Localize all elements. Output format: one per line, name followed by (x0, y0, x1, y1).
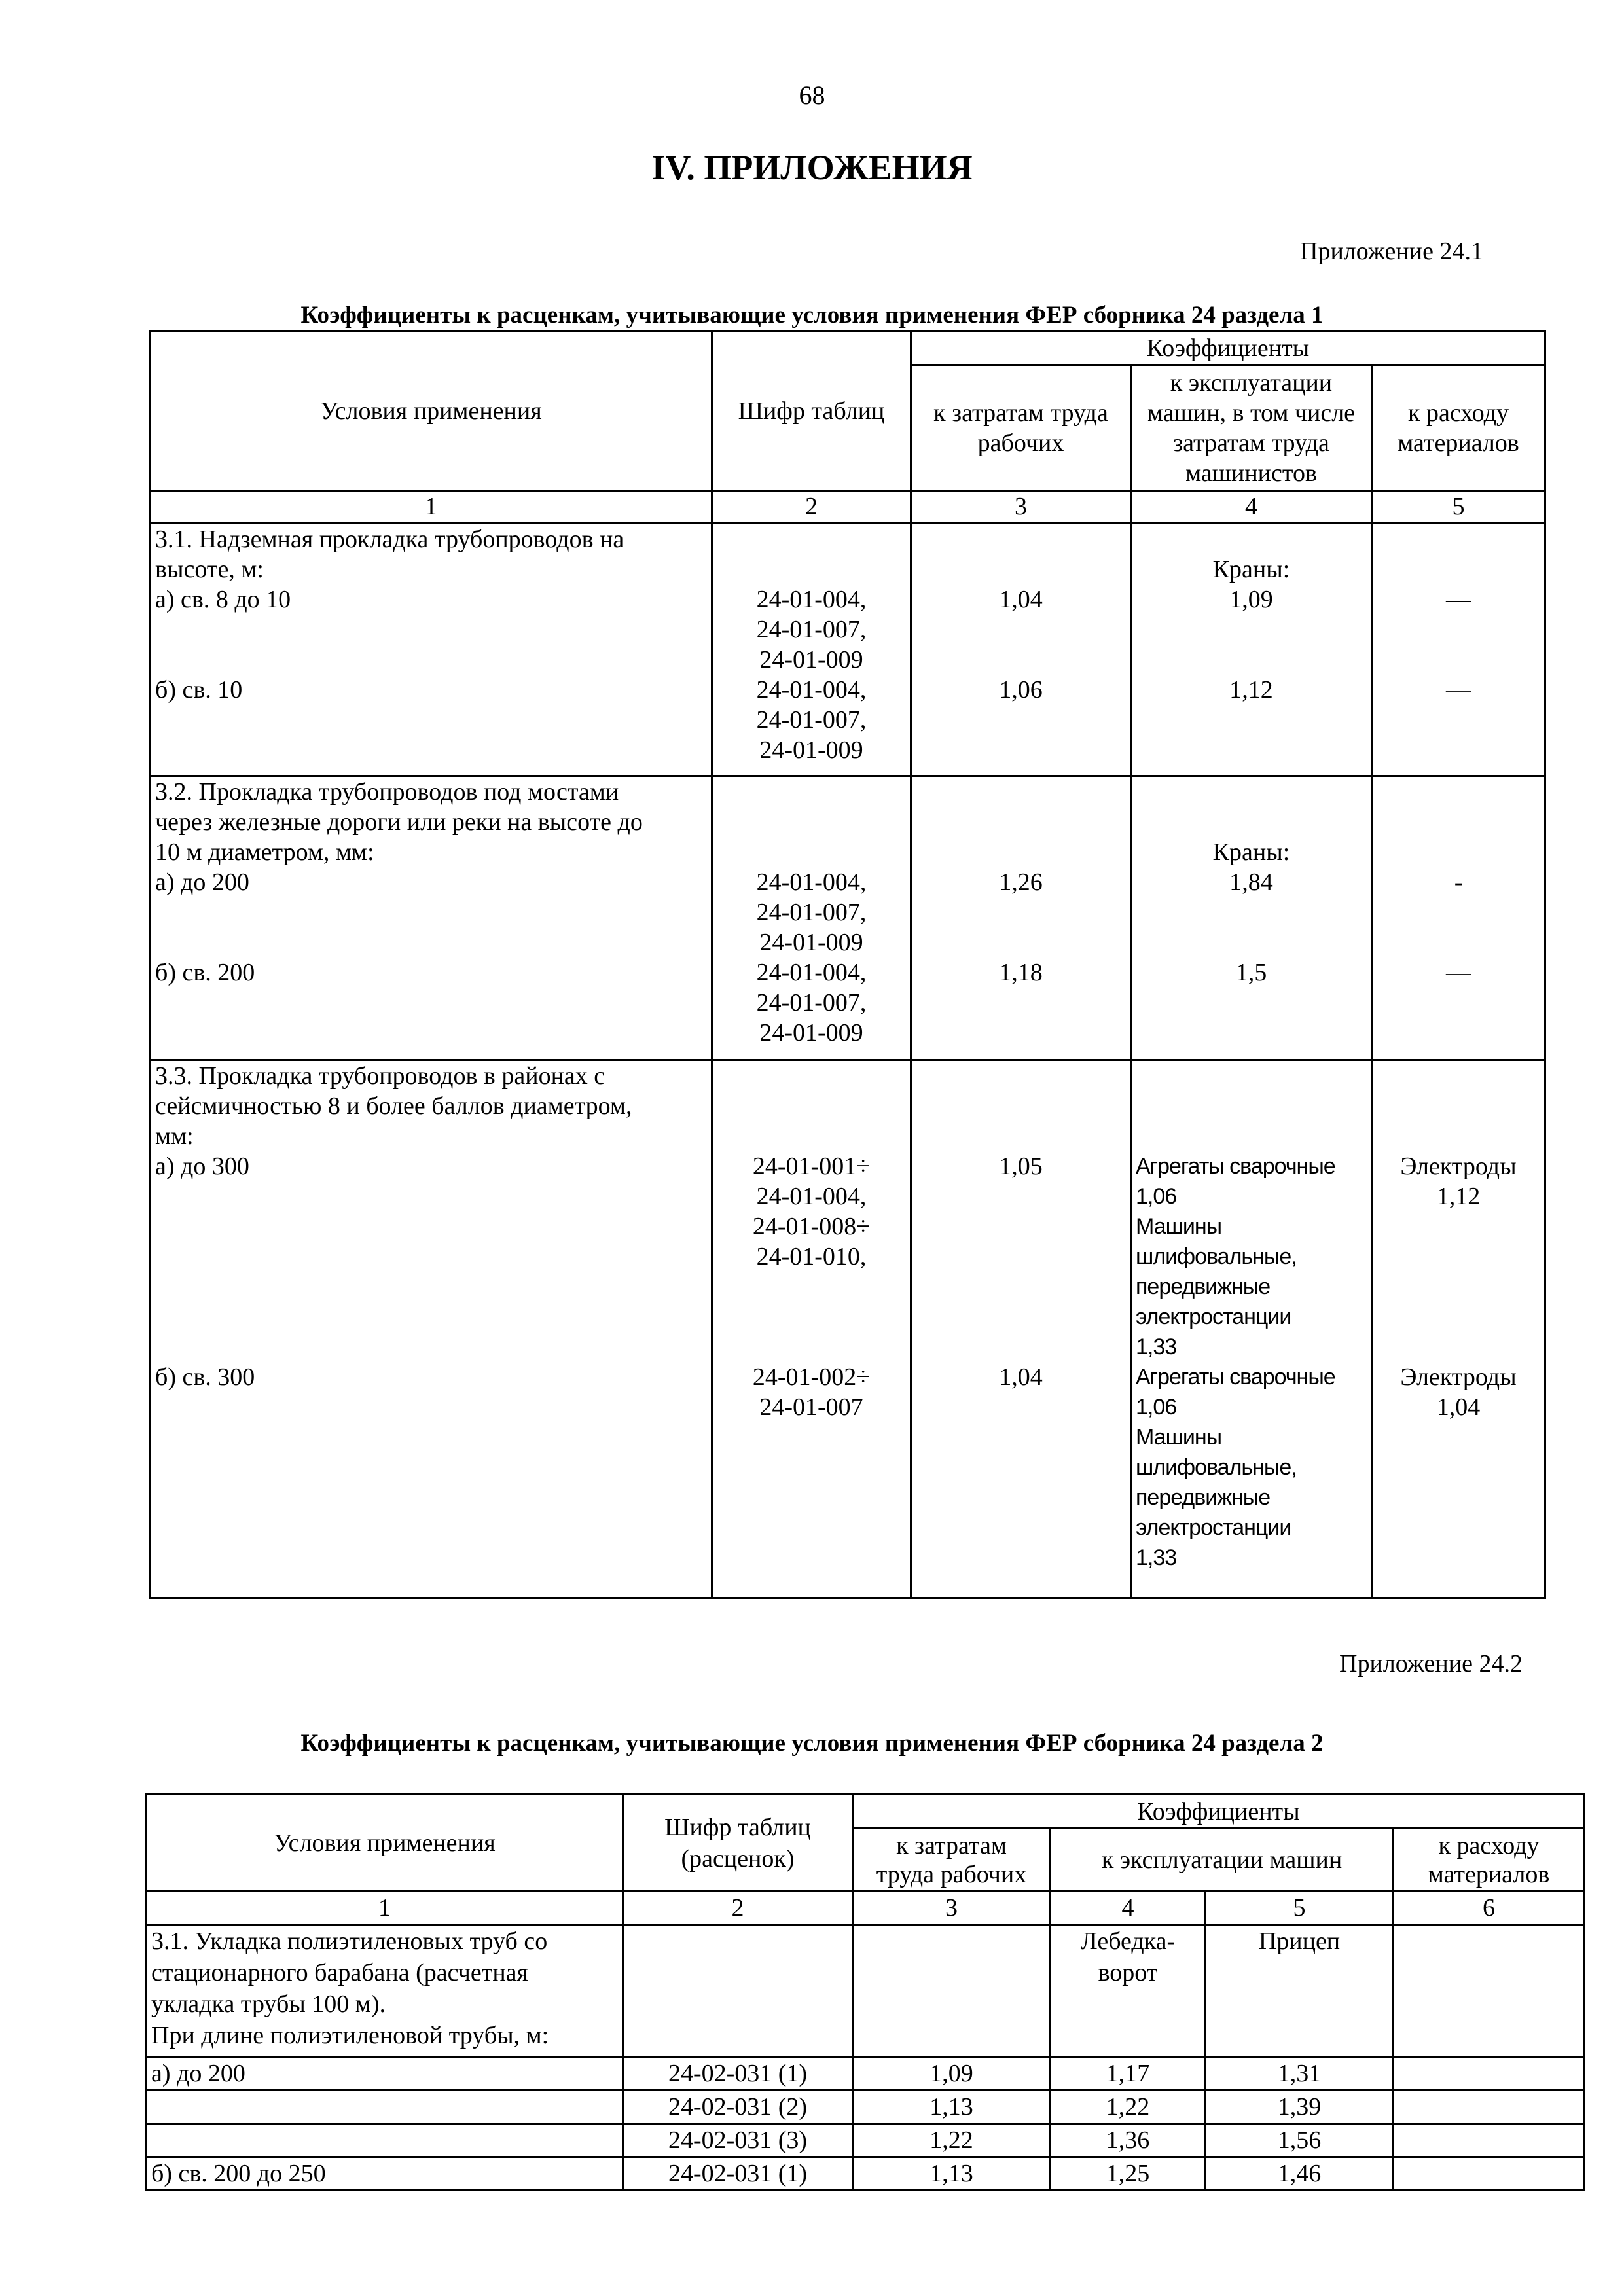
text-line: 24-01-004, (756, 586, 867, 613)
header-machines (1131, 365, 1372, 491)
text-line (717, 554, 906, 584)
text-line: материалов (1398, 429, 1519, 457)
text-line (155, 645, 707, 675)
text-line: 24-01-009 (759, 929, 863, 956)
header-materials (1394, 1829, 1585, 1892)
cell-machine-trailer: 1,31 (1206, 2057, 1394, 2090)
text-line: 1,12 (1229, 676, 1273, 704)
text-line: а) до 200 (155, 869, 249, 896)
cell-materials (1394, 2157, 1585, 2191)
cell-materials (1372, 776, 1545, 1060)
text-line: — (1446, 586, 1471, 613)
text-line: передвижные (1136, 1485, 1271, 1510)
cell-materials (1372, 1060, 1545, 1598)
text-line: мм: (155, 1122, 194, 1150)
text-line (717, 1121, 906, 1151)
text-line: труда рабочих (876, 1860, 1027, 1888)
text-line (916, 1181, 1126, 1211)
text-line (1377, 1242, 1540, 1272)
text-line (155, 1302, 707, 1332)
text-line (916, 1211, 1126, 1242)
text-line: 1,05 (999, 1153, 1043, 1180)
cell-machine-winch: 1,22 (1051, 2090, 1206, 2124)
text-line (1377, 1272, 1540, 1302)
header-machines: к эксплуатации машин (1051, 1829, 1394, 1892)
text-line (1377, 554, 1540, 584)
text-line (1377, 837, 1540, 867)
cell-labor: 1,13 (853, 2157, 1051, 2191)
text-line (1136, 615, 1367, 645)
cell-machine-winch (1051, 1925, 1206, 2057)
header-cipher: Шифр таблиц (712, 331, 911, 491)
text-line: а) св. 8 до 10 (155, 586, 291, 613)
cell-materials (1394, 2090, 1585, 2124)
cell-labor (853, 1925, 1051, 2057)
text-line: а) до 300 (155, 1153, 249, 1180)
text-line: 24-01-007, (756, 899, 867, 926)
cell-cipher: 24-02-031 (2) (623, 2090, 853, 2124)
appendix-label-24-1: Приложение 24.1 (1300, 238, 1483, 265)
text-line: 24-01-010, (756, 1243, 867, 1270)
header-conditions: Условия применения (151, 331, 712, 491)
cell-machines (1131, 1060, 1372, 1598)
text-line: 24-01-009 (759, 736, 863, 764)
text-line (717, 1272, 906, 1302)
table-row (151, 524, 1545, 776)
text-line (916, 1121, 1126, 1151)
cell-conditions: б) св. 200 до 250 (147, 2157, 623, 2191)
cell-labor (911, 1060, 1131, 1598)
cell-conditions: а) до 200 (147, 2057, 623, 2090)
text-line (1136, 645, 1367, 675)
text-line: к эксплуатации (1170, 368, 1333, 397)
text-line: материалов (1428, 1860, 1550, 1888)
text-line: машинистов (1185, 459, 1317, 487)
text-line (155, 1272, 707, 1302)
text-line: 3.2. Прокладка трубопроводов под мостами (155, 778, 619, 806)
text-line (717, 807, 906, 837)
text-line: укладка трубы 100 м). (151, 1990, 386, 2018)
cell-cipher: 24-02-031 (3) (623, 2124, 853, 2157)
text-line: 24-01-002÷ (752, 1363, 871, 1391)
text-line: шлифовальные, (1136, 1244, 1297, 1269)
text-line (916, 1061, 1126, 1091)
text-line: к затратам труда (933, 399, 1108, 427)
text-line: Шифр таблиц (664, 1813, 811, 1841)
column-number: 4 (1131, 491, 1372, 524)
text-line (916, 777, 1126, 807)
text-line: При длине полиэтиленовой трубы, м: (151, 2022, 549, 2049)
text-line: б) св. 200 (155, 959, 255, 986)
text-line: 24-01-007, (756, 616, 867, 643)
cell-conditions (151, 524, 712, 776)
text-line: 24-01-004, (756, 1183, 867, 1210)
column-number: 2 (623, 1892, 853, 1925)
cell-conditions (147, 1925, 623, 2057)
text-line: 24-01-009 (759, 646, 863, 673)
table-row (147, 2057, 1585, 2090)
text-line: ворот (1098, 1959, 1158, 1986)
text-line: 1,06 (1136, 1184, 1177, 1209)
text-line: затратам труда (1173, 429, 1329, 457)
text-line (916, 615, 1126, 645)
text-line: шлифовальные, (1136, 1455, 1297, 1480)
text-line: б) св. 300 (155, 1363, 255, 1391)
text-line: - (1454, 869, 1463, 896)
table-row (151, 1060, 1545, 1598)
text-line: Агрегаты сварочные (1136, 1365, 1335, 1390)
text-line: электростанции (1136, 1304, 1291, 1329)
text-line (155, 1242, 707, 1272)
text-line (1377, 615, 1540, 645)
text-line (1377, 1121, 1540, 1151)
cell-machines (1131, 524, 1372, 776)
column-number: 3 (911, 491, 1131, 524)
table-row (147, 2124, 1585, 2157)
header-materials (1372, 365, 1545, 491)
coefficients-table-section-1 (149, 330, 1546, 1599)
header-labor (853, 1829, 1051, 1892)
text-line: Краны: (1212, 556, 1290, 583)
text-line (916, 927, 1126, 958)
column-number: 3 (853, 1892, 1051, 1925)
text-line (916, 1242, 1126, 1272)
cell-machine-winch: 1,17 (1051, 2057, 1206, 2090)
table-caption-24-1: Коэффициенты к расценкам, учитывающие условия применения ФЕР сборника 24 раздела 1 (300, 302, 1324, 329)
text-line: 1,33 (1136, 1545, 1177, 1570)
text-line: к расходу (1408, 399, 1509, 427)
cell-conditions (147, 2090, 623, 2124)
text-line: к расходу (1438, 1831, 1540, 1859)
cell-conditions (151, 776, 712, 1060)
text-line: Лебедка- (1080, 1928, 1176, 1955)
column-number: 5 (1372, 491, 1545, 524)
cell-machine-trailer: 1,39 (1206, 2090, 1394, 2124)
text-line (916, 1302, 1126, 1332)
text-line: 1,5 (1235, 959, 1267, 986)
page-title: IV. ПРИЛОЖЕНИЯ (651, 148, 973, 187)
text-line: (расценок) (681, 1844, 795, 1873)
text-line (717, 837, 906, 867)
text-line (155, 615, 707, 645)
header-coefficients: Коэффициенты (911, 331, 1545, 365)
text-line: Краны: (1212, 838, 1290, 866)
table-caption-24-2: Коэффициенты к расценкам, учитывающие условия применения ФЕР сборника 24 раздела 2 (300, 1730, 1324, 1757)
text-line (916, 1091, 1126, 1121)
column-number: 5 (1206, 1892, 1394, 1925)
text-line: через железные дороги или реки на высоте до (155, 808, 643, 836)
cell-machines (1131, 776, 1372, 1060)
header-labor (911, 365, 1131, 491)
coefficients-table-section-2 (145, 1793, 1585, 2191)
text-line: 1,04 (1436, 1393, 1481, 1421)
text-line: 24-01-004, (756, 959, 867, 986)
text-line (1136, 1091, 1367, 1121)
text-line (916, 807, 1126, 837)
text-line: 3.1. Надземная прокладка трубопроводов на (155, 526, 624, 553)
text-line (717, 1302, 906, 1332)
text-line (717, 1061, 906, 1091)
text-line (916, 1272, 1126, 1302)
header-cipher (623, 1795, 853, 1892)
text-line (1377, 807, 1540, 837)
cell-materials (1372, 524, 1545, 776)
cell-cipher (712, 776, 911, 1060)
text-line (1136, 807, 1367, 837)
text-line (1377, 524, 1540, 554)
text-line (1377, 1332, 1540, 1362)
column-number: 1 (147, 1892, 623, 1925)
text-line: 1,18 (999, 959, 1043, 986)
text-line (916, 645, 1126, 675)
text-line: 1,06 (1136, 1395, 1177, 1420)
text-line: Машины (1136, 1214, 1222, 1239)
text-line: 24-01-008÷ (752, 1213, 871, 1240)
text-line: — (1446, 959, 1471, 986)
text-line: 24-01-001÷ (752, 1153, 871, 1180)
cell-materials (1394, 1925, 1585, 2057)
cell-cipher (623, 1925, 853, 2057)
table-row (147, 1925, 1585, 2057)
text-line (155, 1332, 707, 1362)
header-coefficients: Коэффициенты (853, 1795, 1585, 1829)
page-number: 68 (799, 81, 825, 110)
cell-cipher (712, 524, 911, 776)
cell-conditions (151, 1060, 712, 1598)
text-line: высоте, м: (155, 556, 264, 583)
text-line: Электроды (1400, 1363, 1517, 1391)
text-line (717, 1091, 906, 1121)
text-line: передвижные (1136, 1274, 1271, 1299)
header-conditions: Условия применения (147, 1795, 623, 1892)
text-line (717, 524, 906, 554)
cell-machine-winch: 1,25 (1051, 2157, 1206, 2191)
text-line (916, 524, 1126, 554)
text-line (1136, 1121, 1367, 1151)
text-line: б) св. 10 (155, 676, 243, 704)
cell-labor: 1,09 (853, 2057, 1051, 2090)
text-line (1136, 927, 1367, 958)
text-line: 1,06 (999, 676, 1043, 704)
text-line (1136, 524, 1367, 554)
column-number: 1 (151, 491, 712, 524)
column-number: 4 (1051, 1892, 1206, 1925)
text-line: — (1446, 676, 1471, 704)
text-line: 24-01-009 (759, 1019, 863, 1047)
text-line: 24-01-007, (756, 989, 867, 1016)
text-line (916, 1332, 1126, 1362)
text-line (916, 897, 1126, 927)
text-line (1377, 1061, 1540, 1091)
text-line (1377, 927, 1540, 958)
text-line: 1,33 (1136, 1335, 1177, 1359)
cell-labor: 1,13 (853, 2090, 1051, 2124)
cell-labor (911, 776, 1131, 1060)
text-line: Электроды (1400, 1153, 1517, 1180)
text-line (1377, 645, 1540, 675)
text-line (1377, 1211, 1540, 1242)
cell-labor: 1,22 (853, 2124, 1051, 2157)
cell-machine-trailer: 1,46 (1206, 2157, 1394, 2191)
text-line (1136, 1061, 1367, 1091)
text-line (916, 554, 1126, 584)
text-line (1377, 1302, 1540, 1332)
text-line (155, 897, 707, 927)
column-number: 6 (1394, 1892, 1585, 1925)
text-line (1377, 1091, 1540, 1121)
text-line: 3.3. Прокладка трубопроводов в районах с (155, 1062, 605, 1090)
cell-conditions (147, 2124, 623, 2157)
text-line: к затратам (896, 1831, 1007, 1859)
table-row (147, 2157, 1585, 2191)
text-line: электростанции (1136, 1515, 1291, 1540)
column-number: 2 (712, 491, 911, 524)
text-line: 24-01-007 (759, 1393, 863, 1421)
text-line: сейсмичностью 8 и более баллов диаметром, (155, 1092, 632, 1120)
text-line (1136, 897, 1367, 927)
cell-labor (911, 524, 1131, 776)
text-line: 1,12 (1436, 1183, 1481, 1210)
text-line: рабочих (977, 429, 1064, 457)
text-line: 24-01-007, (756, 706, 867, 734)
cell-cipher (712, 1060, 911, 1598)
cell-machine-trailer: Прицеп (1206, 1925, 1394, 2057)
text-line (1136, 777, 1367, 807)
cell-machine-trailer: 1,56 (1206, 2124, 1394, 2157)
text-line: Машины (1136, 1425, 1222, 1450)
text-line: Агрегаты сварочные (1136, 1154, 1335, 1179)
text-line: машин, в том числе (1147, 399, 1356, 427)
text-line: 1,09 (1229, 586, 1273, 613)
text-line: 3.1. Укладка полиэтиленовых труб со (151, 1928, 548, 1955)
text-line: 1,04 (999, 1363, 1043, 1391)
text-line: 10 м диаметром, мм: (155, 838, 374, 866)
text-line (916, 837, 1126, 867)
text-line (1377, 897, 1540, 927)
text-line (717, 777, 906, 807)
text-line: 1,84 (1229, 869, 1273, 896)
cell-machine-winch: 1,36 (1051, 2124, 1206, 2157)
text-line: 1,04 (999, 586, 1043, 613)
text-line: 24-01-004, (756, 676, 867, 704)
text-line (1377, 777, 1540, 807)
text-line: 24-01-004, (756, 869, 867, 896)
cell-materials (1394, 2057, 1585, 2090)
cell-cipher: 24-02-031 (1) (623, 2057, 853, 2090)
appendix-label-24-2: Приложение 24.2 (1339, 1650, 1523, 1677)
cell-materials (1394, 2124, 1585, 2157)
table-row (151, 776, 1545, 1060)
text-line: стационарного барабана (расчетная (151, 1959, 529, 1986)
text-line: 1,26 (999, 869, 1043, 896)
text-line (717, 1332, 906, 1362)
text-line (155, 1181, 707, 1211)
text-line (155, 927, 707, 958)
text-line (155, 1211, 707, 1242)
cell-cipher: 24-02-031 (1) (623, 2157, 853, 2191)
table-row (147, 2090, 1585, 2124)
